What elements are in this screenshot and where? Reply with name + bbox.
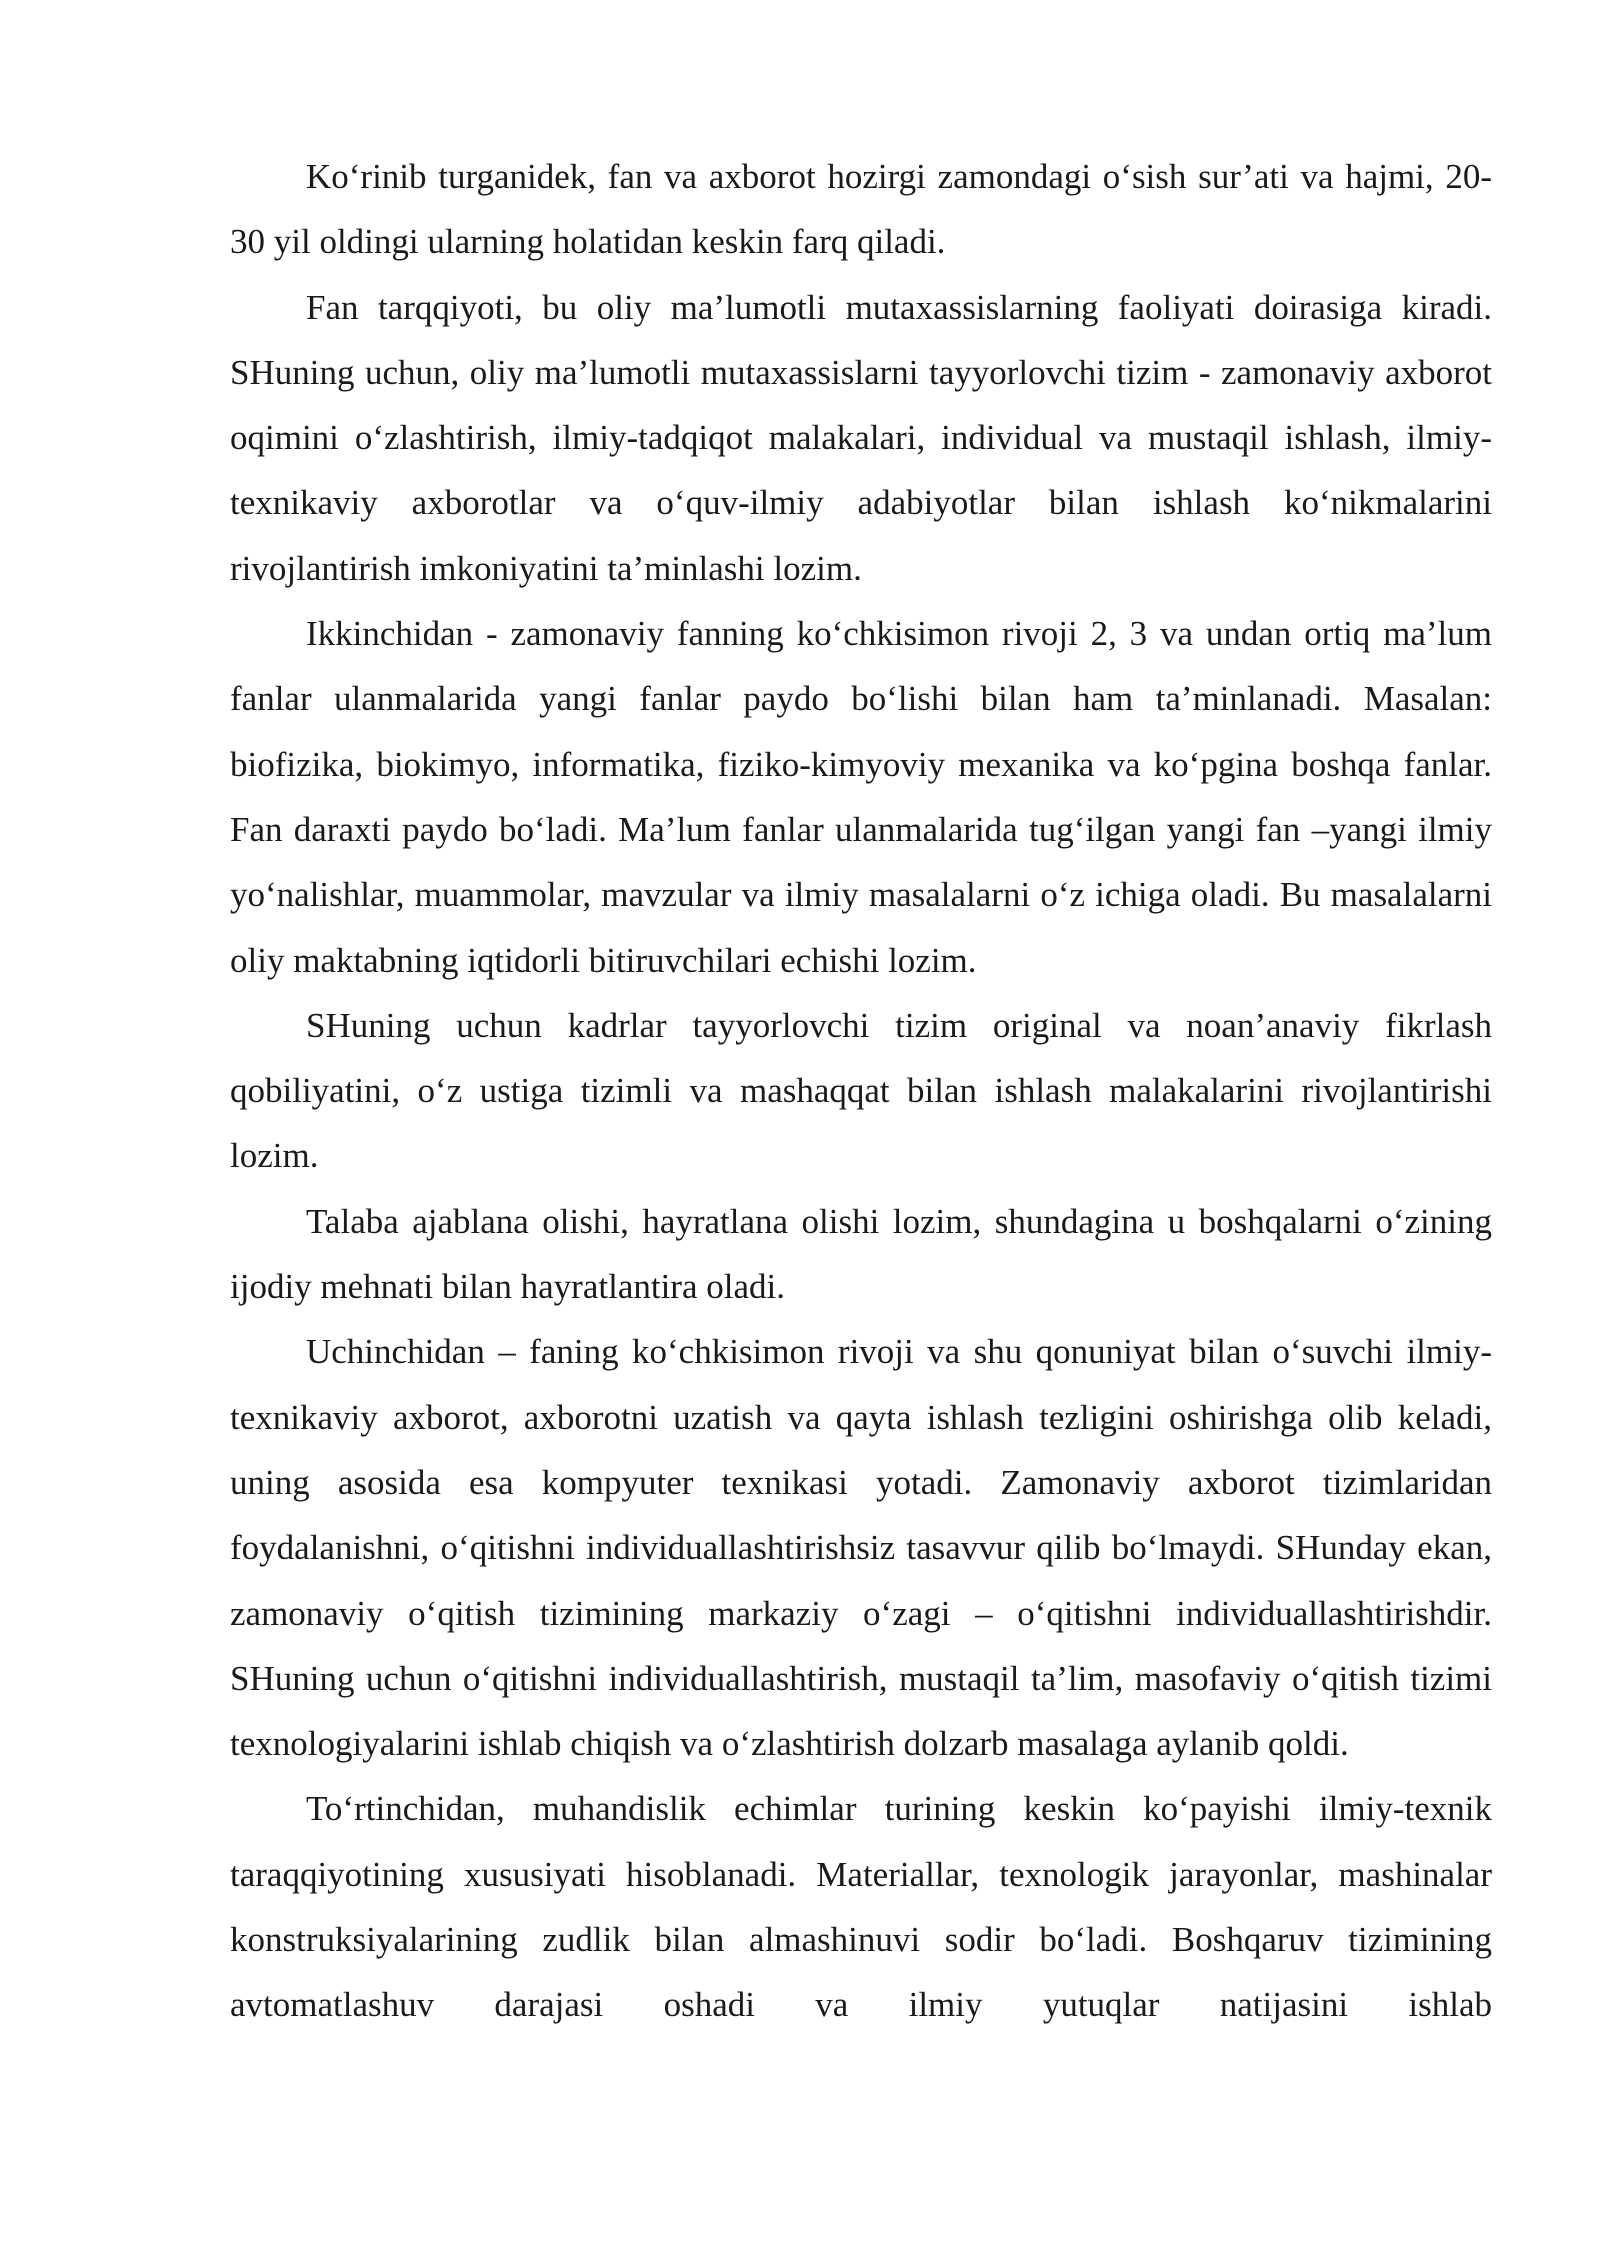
paragraph-fourthly: To‘rtinchidan, muhandislik echimlar turining keskin ko‘payishi ilmiy-texnik taraqqiyotining xususiyati hisoblanadi. Materiallar, texnologik jarayonlar, mashinalar konstruksiyalarining zudlik bilan almashinuvi sodir bo‘ladi. Boshqaruv tizimining avtomatlashuv darajasi oshadi va ilmiy yutuqlar natijasini ishlab — [230, 1789, 1492, 2025]
paragraph-science-progress: Fan tarqqiyoti, bu oliy ma’lumotli mutaxassislarning faoliyati doirasiga kiradi. SHuning uchun, oliy ma’lumotli mutaxassislarni tayyorlovchi tizim - zamonaviy axborot oqimini o‘zlashtirish, ilmiy-tadqiqot malakalari, individual va mustaqil ishlash, ilmiy-texnikaviy axborotlar va o‘quv-ilmiy adabiyotlar bilan ishlash ko‘nikmalarini rivojlantirish imkoniyatini ta’minlashi lozim. — [230, 287, 1492, 588]
paragraph-thirdly: Uchinchidan – faning ko‘chkisimon rivoji va shu qonuniyat bilan o‘suvchi ilmiy-texnikaviy axborot, axborotni uzatish va qayta ishlash tezligini oshirishga olib keladi, uning asosida esa kompyuter texnikasi yotadi. Zamonaviy axborot tizimlaridan foydalanishni, o‘qitishni individuallashtirishsiz tasavvur qilib bo‘lmaydi. SHunday ekan, zamonaviy o‘qitish tizimining markaziy o‘zagi – o‘qitishni individuallashtirishdir. SHuning uchun o‘qitishni individuallashtirish, mustaqil ta’lim, masofaviy o‘qitish tizimi texnologiyalarini ishlab chiqish va o‘zlashtirish dolzarb masalaga aylanib qoldi. — [230, 1332, 1492, 1764]
paragraph-student: Talaba ajablana olishi, hayratlana olishi lozim, shundagina u boshqalarni o‘zining ijodiy mehnati bilan hayratlantira oladi. — [230, 1201, 1492, 1307]
paragraph-intro: Ko‘rinib turganidek, fan va axborot hozirgi zamondagi o‘sish sur’ati va hajmi, 20-30 yil oldingi ularning holatidan keskin farq qiladi. — [230, 157, 1492, 262]
paragraph-secondly: Ikkinchidan - zamonaviy fanning ko‘chkisimon rivoji 2, 3 va undan ortiq ma’lum fanlar ulanmalarida yangi fanlar paydo bo‘lishi bilan ham ta’minlanadi. Masalan: biofizika, biokimyo, informatika, fiziko-kimyoviy mexanika va ko‘pgina boshqa fanlar. Fan daraxti paydo bo‘ladi. Ma’lum fanlar ulanmalarida tug‘ilgan yangi fan –yangi ilmiy yo‘nalishlar, muammolar, mavzular va ilmiy masalalarni o‘z ichiga oladi. Bu masalalarni oliy maktabning iqtidorli bitiruvchilari echishi lozim. — [230, 614, 1492, 980]
paragraph-training-system: SHuning uchun kadrlar tayyorlovchi tizim original va noan’anaviy fikrlash qobiliyatini, o‘z ustiga tizimli va mashaqqat bilan ishlash malakalarini rivojlantirishi lozim. — [230, 1005, 1492, 1176]
body-text — [230, 144, 1492, 2038]
